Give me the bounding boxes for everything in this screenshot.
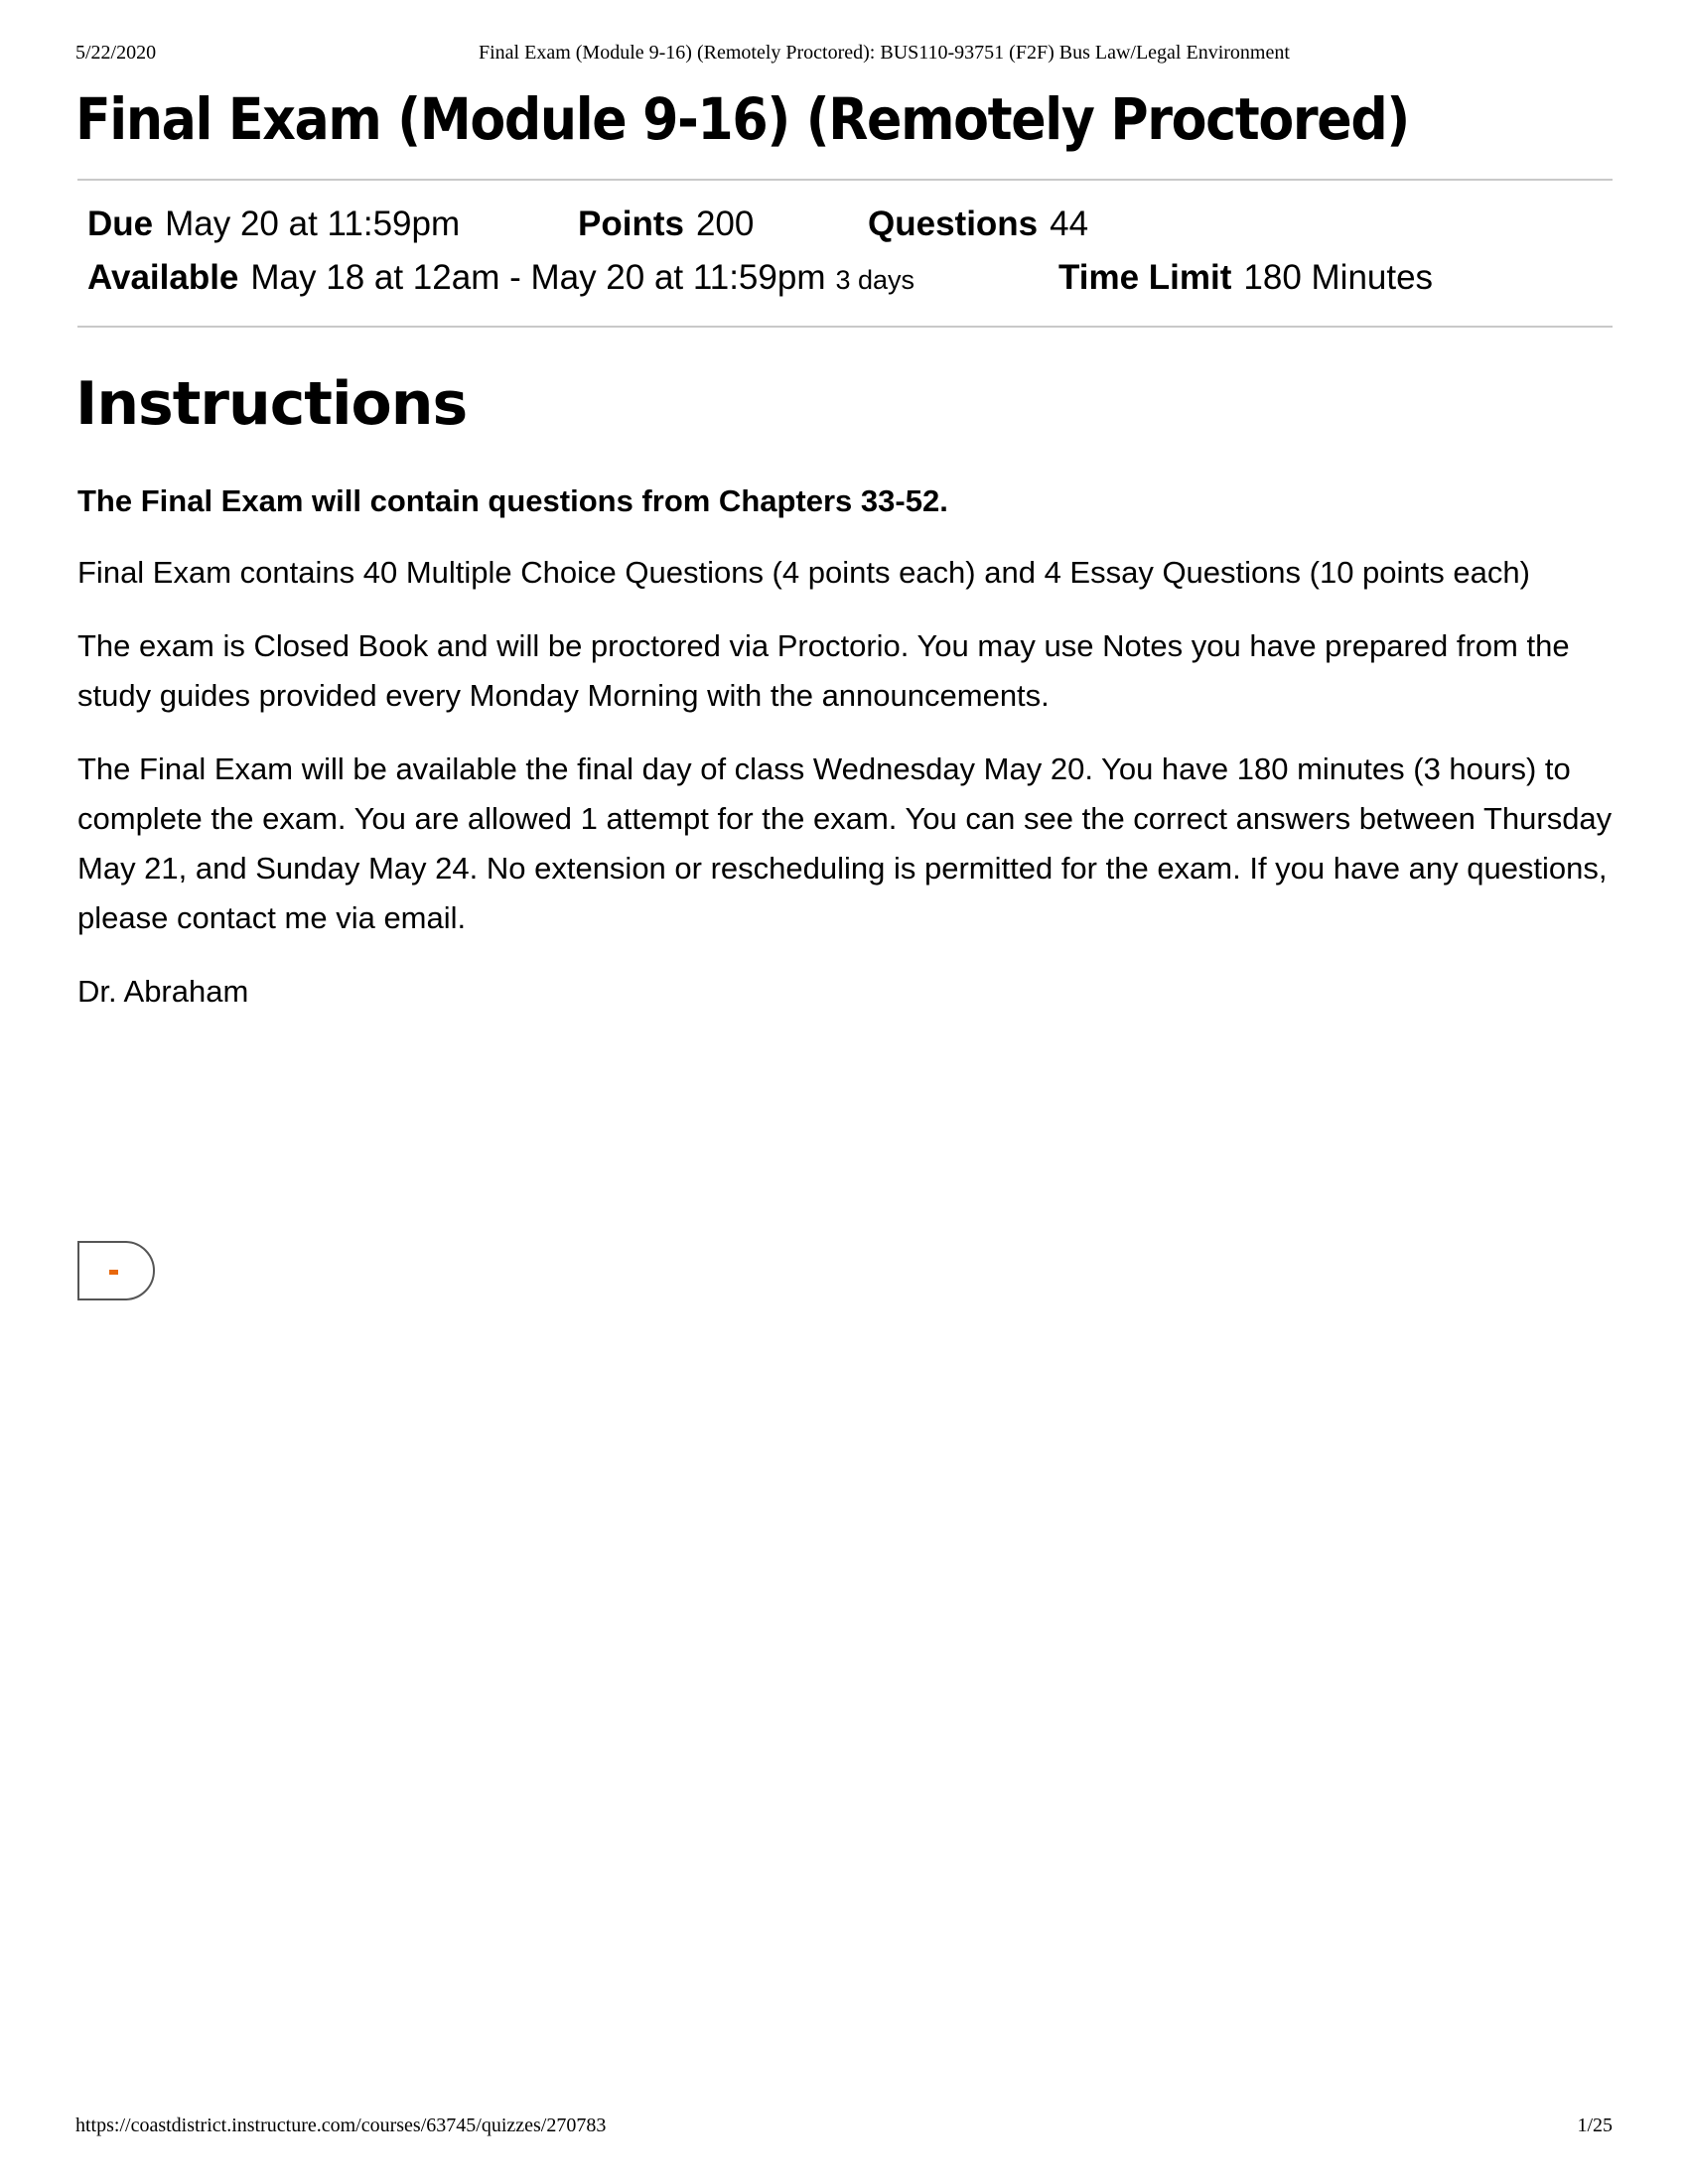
instructions-heading: Instructions bbox=[75, 369, 468, 439]
time-limit-label: Time Limit bbox=[1058, 258, 1232, 297]
print-document-title: Final Exam (Module 9-16) (Remotely Proctored): BUS110-93751 (F2F) Bus Law/Legal Environment bbox=[479, 42, 1290, 64]
points-detail bbox=[578, 205, 754, 244]
page-title: Final Exam (Module 9-16) (Remotely Proctored) bbox=[75, 85, 1409, 153]
points-value: 200 bbox=[695, 205, 755, 243]
available-label: Available bbox=[87, 258, 239, 297]
questions-label: Questions bbox=[868, 205, 1039, 243]
instructions-paragraph: Final Exam contains 40 Multiple Choice Questions (4 points each) and 4 Essay Questions (10 points each) bbox=[77, 555, 1530, 590]
points-label: Points bbox=[578, 205, 684, 243]
time-limit-value: 180 Minutes bbox=[1243, 258, 1434, 297]
print-url: https://coastdistrict.instructure.com/courses/63745/quizzes/270783 bbox=[75, 2115, 607, 2136]
instructions-paragraph: The exam is Closed Book and will be proctored via Proctorio. You may use Notes you have prepared from the study guides provided every Monday Morning with the announcements. bbox=[77, 628, 1570, 713]
print-page-number: 1/25 bbox=[1577, 2115, 1613, 2136]
available-detail bbox=[87, 258, 914, 298]
print-footer bbox=[0, 2115, 1688, 2144]
questions-value: 44 bbox=[1050, 205, 1089, 243]
available-duration: 3 days bbox=[835, 265, 915, 295]
print-header bbox=[0, 42, 1688, 71]
time-limit-detail bbox=[1058, 258, 1433, 298]
proctorio-tab-button[interactable] bbox=[77, 1241, 155, 1300]
instructions-intro: The Final Exam will contain questions from Chapters 33-52. bbox=[77, 483, 948, 518]
questions-detail bbox=[868, 205, 1088, 244]
instructions-body bbox=[77, 477, 1626, 1040]
due-label: Due bbox=[87, 205, 154, 243]
instructions-paragraph: The Final Exam will be available the final day of class Wednesday May 20. You have 180 minutes (3 hours) to complete the exam. You are allowed 1 attempt for the exam. You can see the correct answers between Thursday May 21, and Sunday May 24. No extension or rescheduling is permitted for the exam. If you have any questions, please contact me via email. bbox=[77, 751, 1613, 935]
due-detail bbox=[87, 205, 460, 244]
divider-top bbox=[77, 179, 1613, 181]
available-value: May 18 at 12am - May 20 at 11:59pm bbox=[250, 258, 826, 297]
print-date: 5/22/2020 bbox=[75, 42, 157, 64]
due-value: May 20 at 11:59pm bbox=[165, 205, 461, 243]
instructor-signature: Dr. Abraham bbox=[77, 974, 249, 1009]
divider-bottom bbox=[77, 326, 1613, 328]
proctorio-tab-icon bbox=[109, 1270, 118, 1275]
